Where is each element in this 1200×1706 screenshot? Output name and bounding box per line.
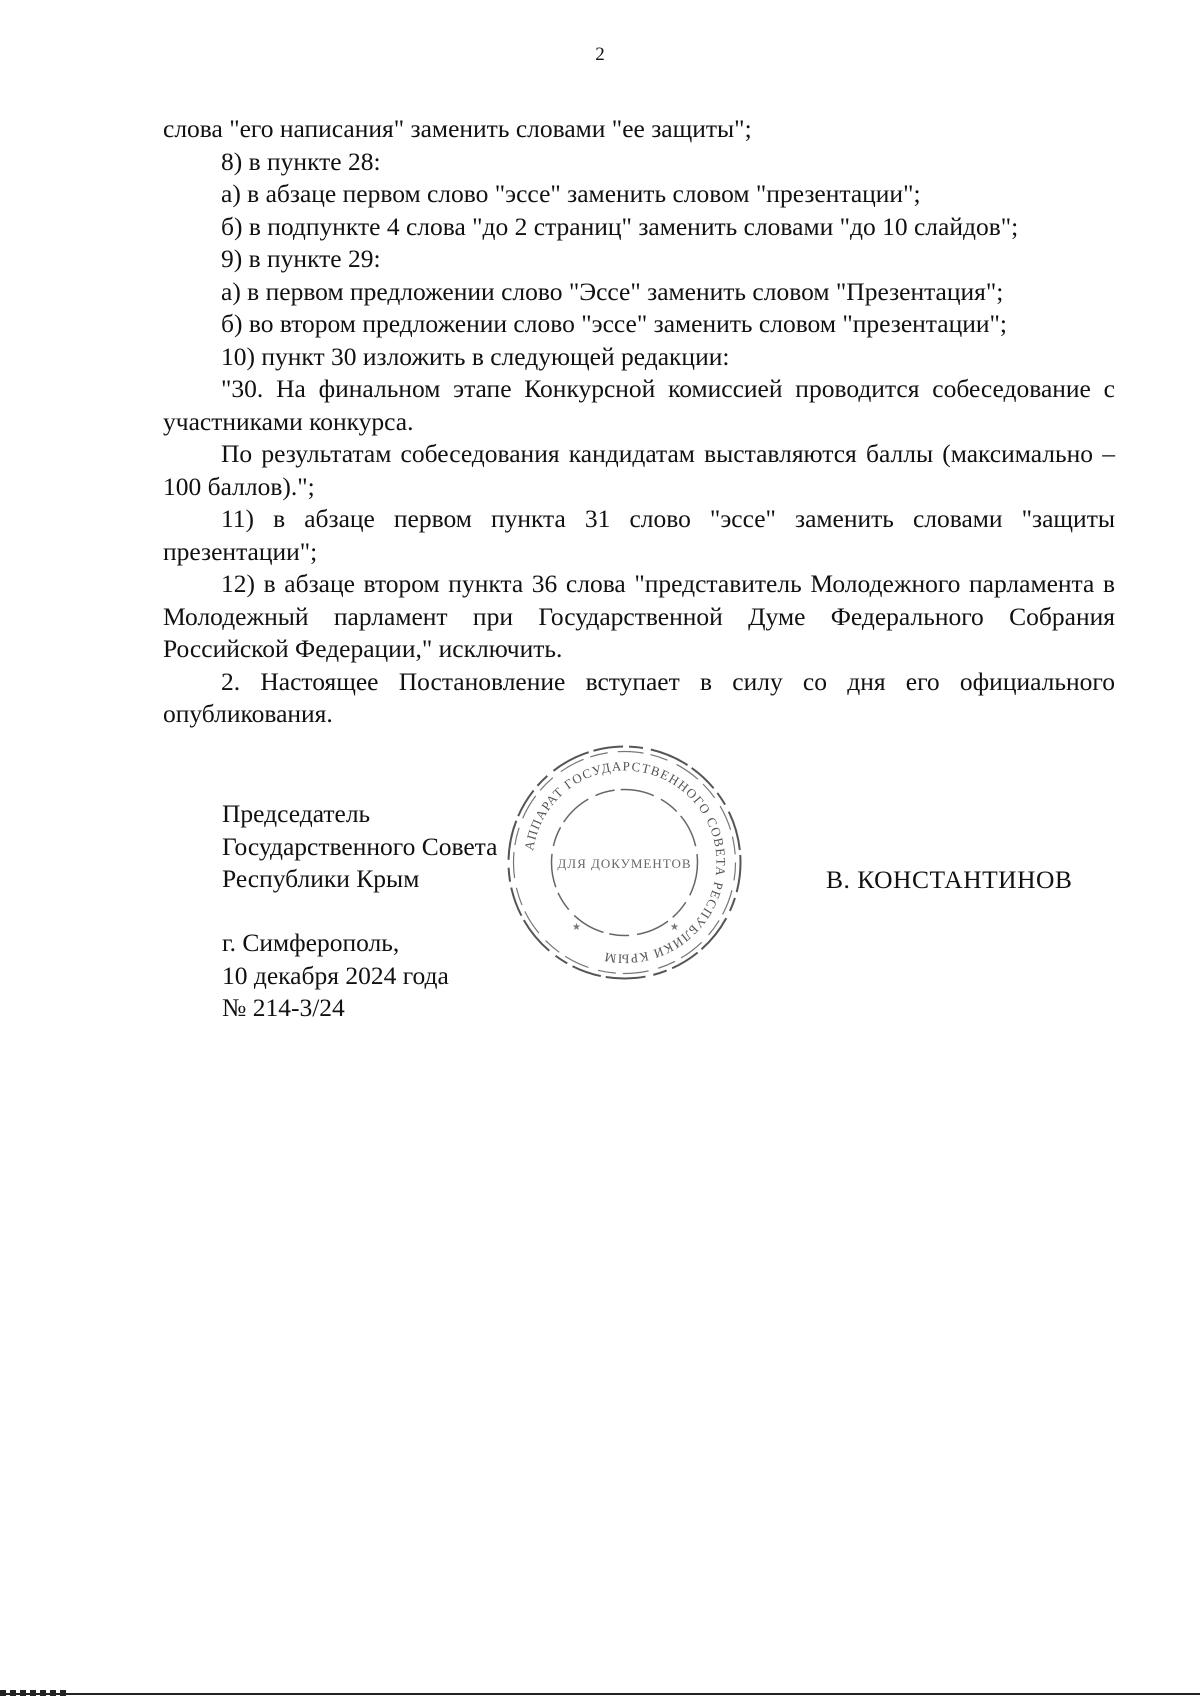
bottom-border-line [0,1693,1200,1695]
star-icon: ★ [670,922,679,933]
paragraph: 10) пункт 30 изложить в следующей редакции: [221,341,730,371]
signatory-title-line: Председатель [222,799,371,828]
signatory-title [222,798,497,896]
signatory-name: В. КОНСТАНТИНОВ [826,865,1073,894]
paragraph: "30. На финальном этапе Конкурсной комиссией проводится собеседование с участниками конкурса. [163,374,1115,436]
date: 10 декабря 2024 года [222,960,449,990]
star-icon: ★ [572,922,581,933]
paragraph: 9) в пункте 29: [221,244,381,273]
paragraph: 2. Настоящее Постановление вступает в силу со дня его официального опубликования. [163,666,1115,728]
paragraph: 11) в абзаце первом пункта 31 слово "эссе" заменить словами "защиты презентации"; [163,504,1115,566]
stamp-ring-text: АППАРАТ ГОСУДАРСТВЕННОГО СОВЕТА РЕСПУБЛИКИ КРЫМ [521,758,729,967]
paragraph: слова "его написания" заменить словами "ее защиты"; [163,114,752,143]
paragraph: б) в подпункте 4 слова "до 2 страниц" заменить словами "до 10 слайдов"; [221,211,1019,241]
signatory-title-line: Государственного Совета [222,831,498,861]
paragraph: 12) в абзаце втором пункта 36 слова "представитель Молодежного парламента в Молодежный парламент при Государственной Думе Федерального Собрания Российской Федерации," исключить. [163,569,1115,663]
document-body [163,113,1115,731]
page-number: 2 [595,44,605,65]
paragraph: б) во втором предложении слово "эссе" заменить словом "презентации"; [221,309,1008,338]
stamp-center-text: ДЛЯ ДОКУМЕНТОВ [557,856,692,871]
signatory-title-line: Республики Крым [222,864,420,893]
paragraph: а) в первом предложении слово "Эссе" заменить словом "Презентация"; [221,276,1004,306]
official-seal-stamp [502,740,747,985]
paragraph: а) в абзаце первом слово "эссе" заменить словом "презентации"; [221,179,921,208]
document-number: № 214-3/24 [222,993,345,1022]
paragraph: По результатам собеседования кандидатам выставляются баллы (максимально – 100 баллов)."; [163,439,1115,501]
scan-edge-marks [0,1690,70,1696]
paragraph: 8) в пункте 28: [221,146,381,176]
place-date-block [222,927,449,1025]
city: г. Симферополь, [222,928,400,957]
